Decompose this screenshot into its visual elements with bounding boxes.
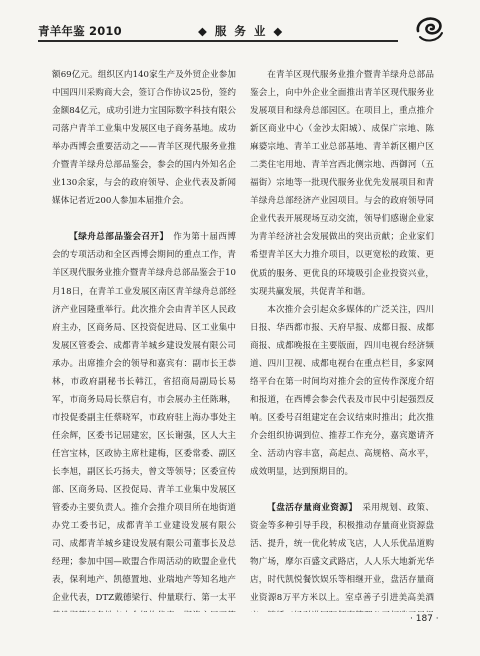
paragraph: 额69亿元。组织区内140家生产及外贸企业参加中国四川采购商大会，签订合作协议25份，签约金额84亿元，成功引进力宝国际数字科技有限公司落户青羊工业集中发展区电子商务基地。成功举办西博会重要活动之——青羊区现代服务业推介暨青羊绿舟总部品鉴会，参会的国内外知名企业130余家，与会的政府领导、企业代表及新闻媒体记者近200人参加本届推介会。 [52,70,236,207]
left-column [52,66,236,612]
section-title: ◆ 服 务 业 ◆ [198,24,285,38]
paragraph-gap [250,481,434,499]
right-column [250,66,434,612]
paragraph: 在青羊区现代服务业推介暨青羊绿舟总部品鉴会上，向中外企业全面推出青羊区现代服务业发展项目和绿舟总部园区。在项目上，重点推介新区商业中心（金沙太阳城）、成保广宗地、陈麻婆宗地、青羊工业总部基地、青羊新区棚户区二类住宅用地、青羊宫西北侧宗地、西御河（五福街）宗地等一批现代服务业优先发展项目和青羊绿舟总部经济产业园项目。与会的政府领导同企业代表开展现场互动交流，领导们感谢企业家为青羊经济社会发展做出的突出贡献；企业家们希望青羊区大力推介项目，以更宽松的政策、更优质的服务、更优良的环境吸引企业投资兴业，实现共赢发展，共促青羊和谐。 [250,70,434,297]
section-paragraph [250,499,434,612]
section-heading: 【绿舟总部品鉴会召开】 [69,232,165,243]
yearbook-title: 青羊年鉴 2010 [38,24,122,38]
section-body: 作为第十届西博会的专项活动和全区西博会期间的重点工作，青羊区现代服务业推介暨青羊绿舟总部品鉴会于10月18日，在青羊工业发展区南区青羊绿舟总部经济产业园隆重举行。此次推介会由青羊区人民政府主办，区商务局、区投资促进局、区工业集中发展区管委会、成都青羊城乡建设发展有限公司承办。出席推介会的领导和嘉宾有：副市长王恭林，市政府副秘书长韩江，省招商局副局长易军，市商务局局长蔡启有，市会展办主任陈琳，市投促委副主任蔡晓军，市政府驻上海办事处主任余辉，区委书记屈建宏，区长谢强，区人大主任宫宝林，区政协主席杜建梅，区委常委、副区长李旭，副区长巧扬夫，曾文等领导；区委宣传部、区商务局、区投促局、青羊工业集中发展区管委办主要负责人。推介会推介项目所在地街道办党工委书记，成都青羊工业建设发展有限公司、成都青羊城乡建设发展有限公司董事长及总经理；参加中国—欧盟合作周活动的欧盟企业代表，保利地产、凯德置地、业瑞地产等知名地产企业代表，DTZ戴德梁行、仲量联行、第一太平 [52,232,236,604]
paragraph: 本次推介会引起众多媒体的广泛关注，四川日报、华西都市报、天府早报、成都日报、成都商报、成都晚报在主要版面，四川电视台经济频道、四川卫视、成都电视台在重点栏目，多家网络平台在第一时间均对推介会的宣传作深度介绍和报道，在西博会参会代表及市民中引起强烈反响。区委号召组建定在会议结束时推出；此次推介会组织协调到位、推荐工作充分，嘉宾邀请齐全、活动内容丰富，高起点、高规格、高水平，成效明显，达到预期目的。 [250,304,434,478]
paragraph-gap [52,210,236,228]
page-header [38,19,442,43]
swirl-logo-icon [412,13,446,45]
section-heading: 【盘活存量商业资源】 [267,503,354,514]
section-body: 采用规划、政策、资金等多种引导手段，积极推动存量商业资源盘活、提升，统一优化转成飞店，人人乐优品道购物广场，摩尔百盛文武路店，人人乐大地新光华店，时代凯悦餐饮娱乐等相继开业，盘活存量商业资源8万平方米以上。室卓善子引进美高美酒 [250,503,434,604]
section-paragraph [52,228,236,612]
page-number: · 187 · [410,614,439,624]
header-rule [38,40,398,42]
